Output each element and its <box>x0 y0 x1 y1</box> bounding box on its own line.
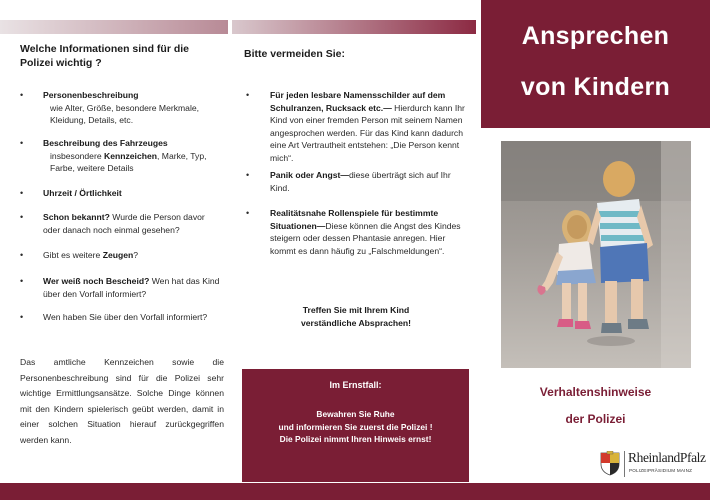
item-text: Diese können die Angst des Kindes steigern oder dessen Phantasie anregen. Hier kommt es dann häufig zu „Falschmeldungen“. <box>270 220 461 256</box>
left-heading: Welche Informationen sind für die Polizei wichtig ? <box>20 43 189 69</box>
bullet-icon: • <box>20 212 24 222</box>
item-bold: Uhrzeit / Örtlichkeit <box>43 188 122 198</box>
closing-line-1: Treffen Sie mit Ihrem Kind <box>302 305 410 315</box>
bullet-icon: • <box>20 90 24 100</box>
item-text: Wen hat das Kind über den Vorfall informiert? <box>43 276 220 299</box>
middle-heading: Bitte vermeiden Sie: <box>244 48 345 60</box>
item-bold: Realitätsnahe Rollenspiele für bestimmte Situationen— <box>270 208 439 231</box>
emergency-line-1: Bewahren Sie Ruhe <box>316 409 395 419</box>
item-bold: Panik oder Angst— <box>270 170 349 180</box>
bullet-icon: • <box>246 208 250 218</box>
logo-wordmark: RheinlandPfalz <box>628 450 706 465</box>
subtitle-line-2: der Polizei <box>565 412 626 426</box>
bullet-icon: • <box>246 90 250 100</box>
emergency-line-3: Die Polizei nimmt Ihren Hinweis ernst! <box>279 434 432 444</box>
item-text: Wurde die Person davor oder danach noch einmal gesehen? <box>43 212 205 235</box>
children-photo <box>501 141 691 368</box>
title-box <box>481 0 710 128</box>
emergency-line-2: und informieren Sie zuerst die Polizei ! <box>278 421 433 432</box>
rheinland-pfalz-logo <box>600 448 710 481</box>
item-bold: Zeugen <box>102 250 134 260</box>
logo-subtitle: POLIZEIPRÄSIDIUM MAINZ <box>629 468 693 473</box>
left-column <box>20 42 225 445</box>
bullet-icon: • <box>20 312 24 322</box>
item-bold: Für jeden lesbare Namensschilder auf dem Schulranzen, Rucksack etc.— <box>270 90 446 113</box>
item-text: ? <box>133 250 139 260</box>
item-text: Hierdurch kann Ihr Kind von einer fremden Person mit seinem Namen angesprochen werden. Für das Kind kann dadurch eine Art Vertrautheit entstehen: „Die Person kennt mich“. <box>270 102 465 163</box>
logo-separator <box>624 451 625 477</box>
top-stripe-middle <box>232 20 476 34</box>
item-bold: Schon bekannt? <box>43 212 110 222</box>
bullet-icon: • <box>20 138 24 148</box>
title-line-1: Ansprechen <box>521 22 670 50</box>
item-text: Wen haben Sie über den Vorfall informiert? <box>43 312 208 322</box>
emergency-title: Im Ernstfall: <box>329 380 382 390</box>
item-bold: Personenbeschreibung <box>43 90 139 100</box>
closing-line-2: verständliche Absprachen! <box>300 318 411 328</box>
bottom-bar <box>0 483 710 500</box>
bullet-icon: • <box>20 250 24 260</box>
item-text-wrap <box>43 150 223 175</box>
bullet-icon: • <box>20 276 24 286</box>
item-bold: Wer weiß noch Bescheid? <box>43 276 150 286</box>
coat-of-arms-icon <box>600 451 620 476</box>
bullet-icon: • <box>20 188 24 198</box>
item-text-pre: insbesondere <box>50 150 104 161</box>
closing-note <box>250 304 462 330</box>
item-text-bold: Kennzeichen <box>104 150 158 161</box>
emergency-text <box>242 408 469 446</box>
item-bold: Beschreibung des Fahrzeuges <box>43 138 168 148</box>
bullet-icon: • <box>246 170 250 180</box>
emergency-box <box>242 369 469 482</box>
item-text: diese überträgt sich auf Ihr Kind. <box>270 170 451 193</box>
title-line-2: von Kindern <box>520 73 671 101</box>
subtitle-line-1: Verhaltenshinweise <box>539 385 652 399</box>
item-text: wie Alter, Größe, besondere Merkmale, Kleidung, Details, etc. <box>50 102 200 125</box>
top-stripe-left <box>0 20 228 34</box>
item-text-pre: Gibt es weitere <box>43 250 103 260</box>
item-text: , Marke, Typ, Farbe, weitere Details <box>50 150 207 173</box>
left-paragraph: Das amtliche Kennzeichen sowie die Personenbeschreibung sind für die Polizei sehr wichtige Ermittlungsansätze. Solche Dinge können mit den Kindern spielerisch geübt werden, damit in einer solchen Situation hierauf zurückgegriffen werden kann. <box>20 357 224 445</box>
